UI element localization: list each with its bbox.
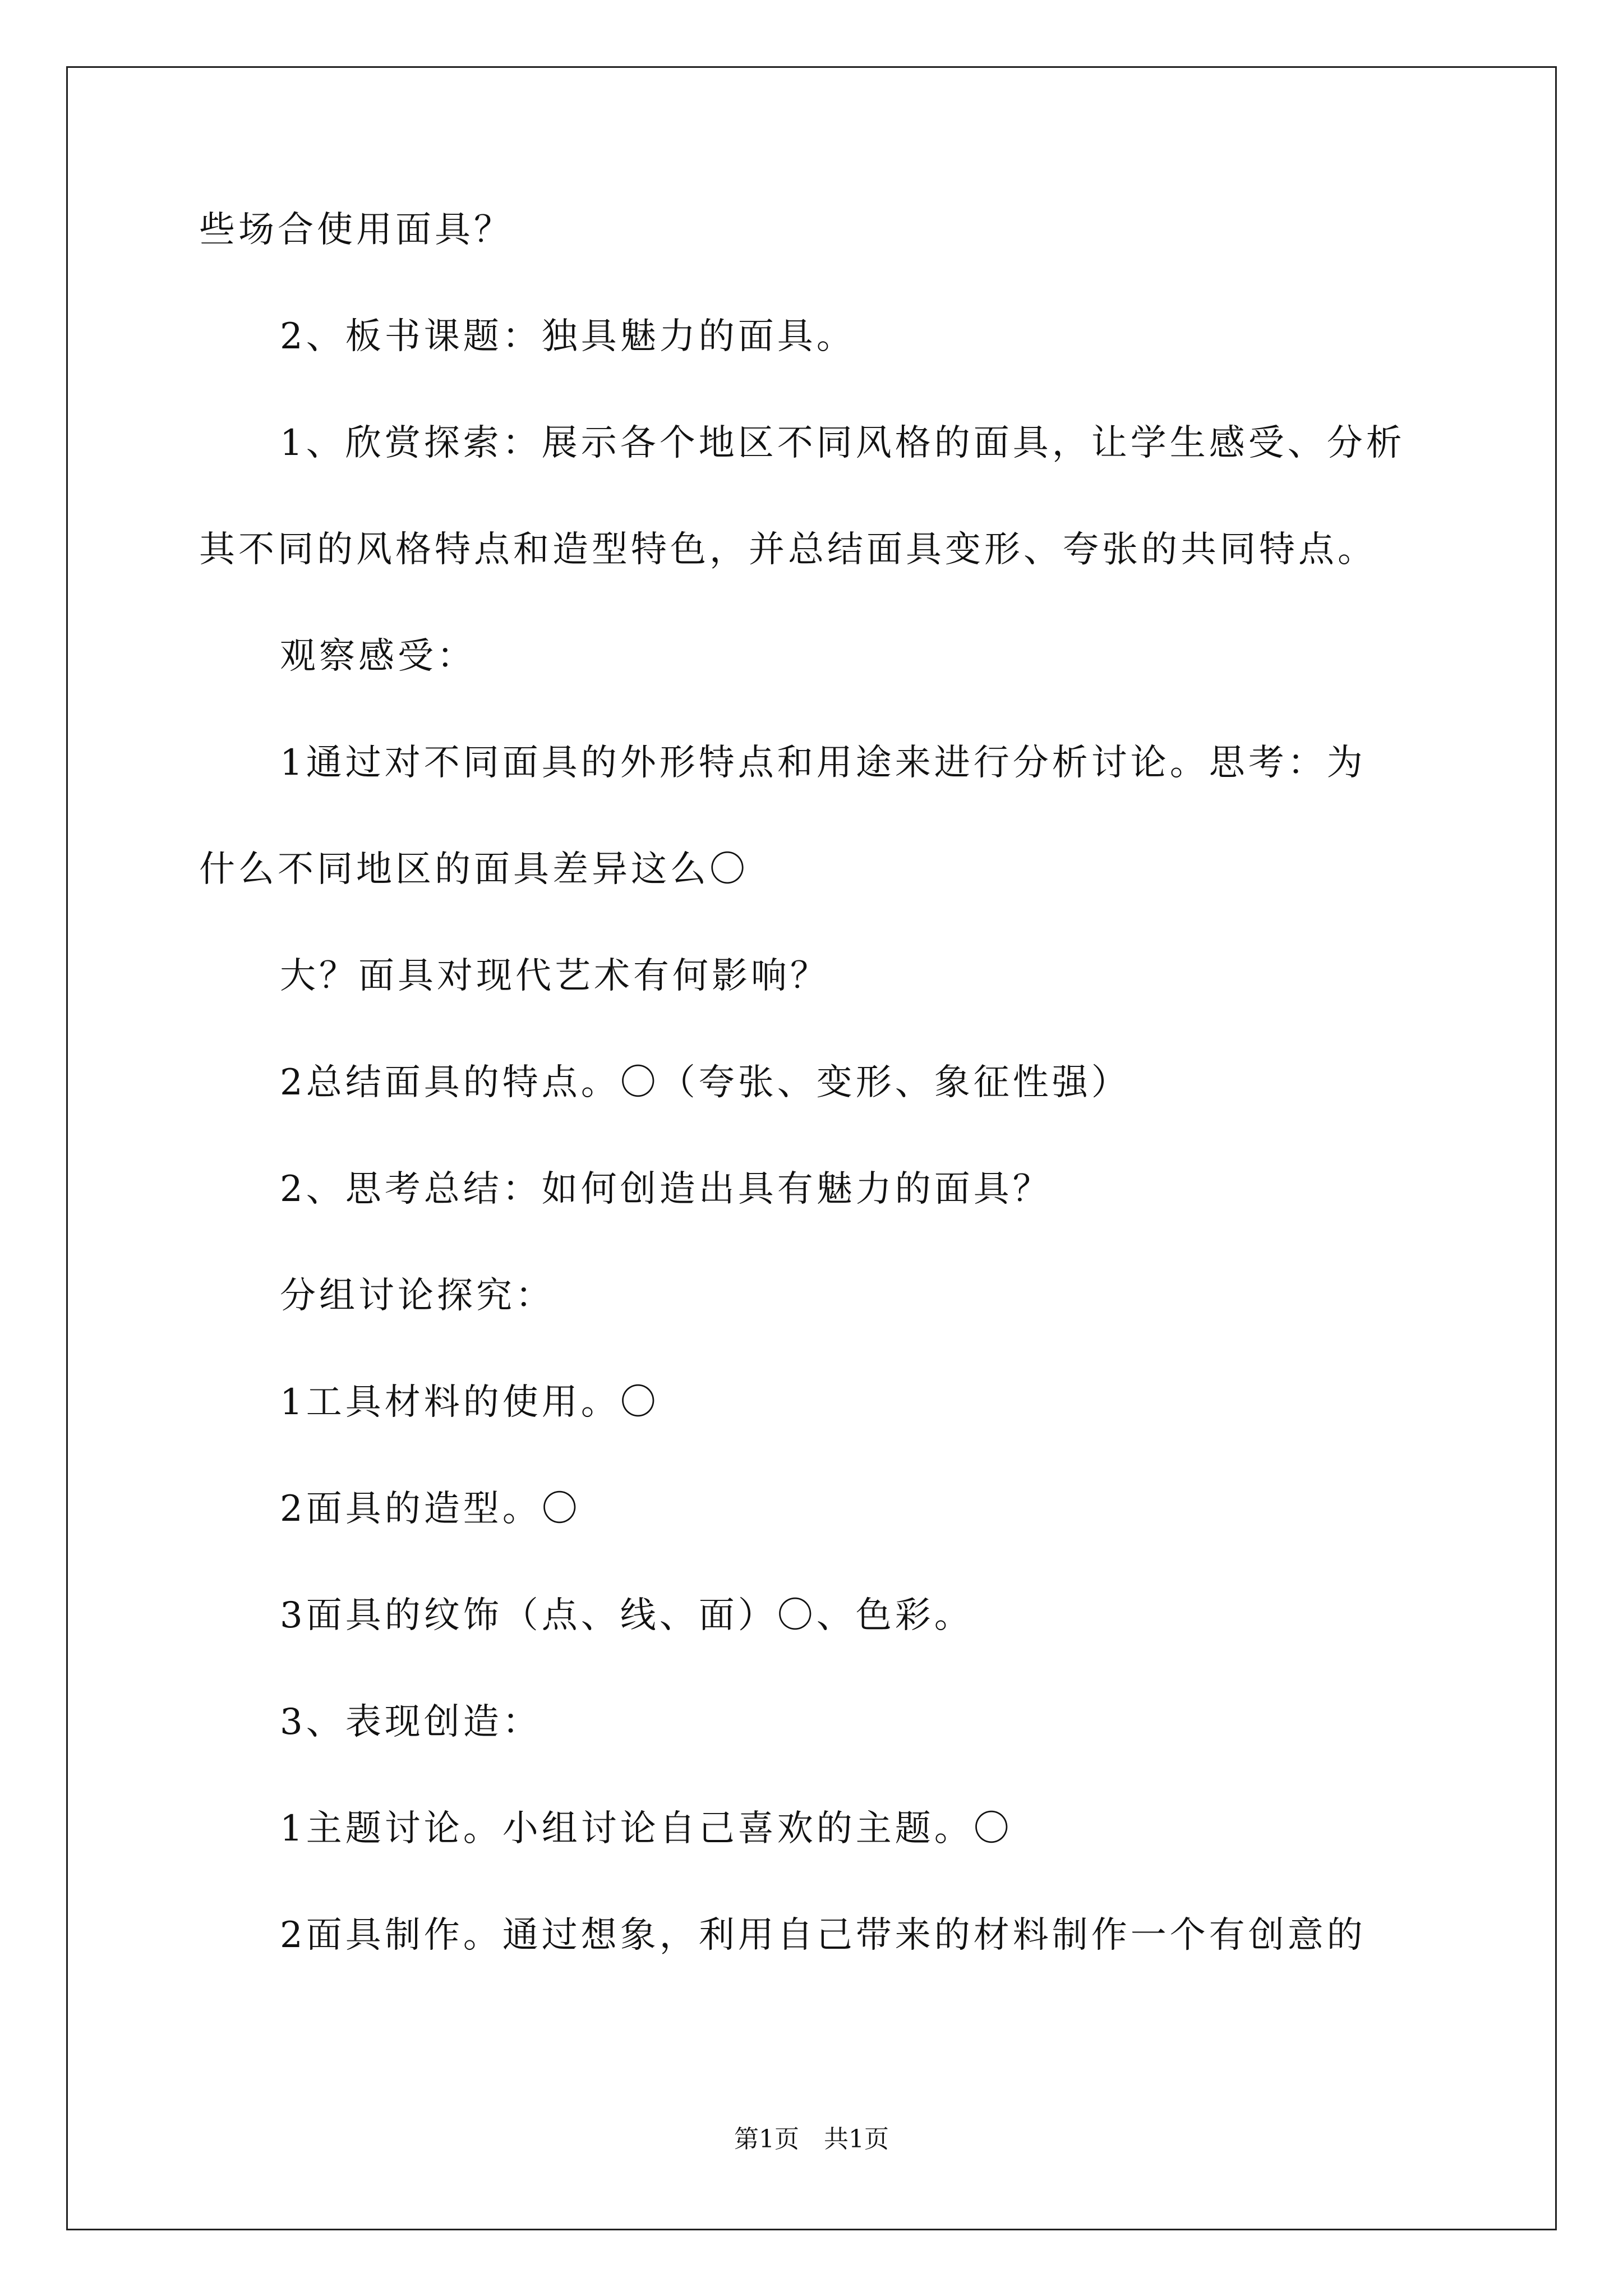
text-line-14: 3面具的纹饰（点、线、面）〇、色彩。	[280, 1595, 974, 1636]
text-line-9: 2总结面具的特点。〇（夸张、变形、象征性强）	[280, 1062, 1131, 1103]
text-line-1: 些场合使用面具？	[199, 209, 513, 251]
text-line-4: 其不同的风格特点和造型特色，并总结面具变形、夸张的共同特点。	[199, 529, 1377, 570]
text-line-11: 分组讨论探究：	[280, 1275, 555, 1317]
text-line-8: 大？面具对现代艺术有何影响？	[280, 955, 829, 997]
text-line-16: 1主题讨论。小组讨论自己喜欢的主题。〇	[280, 1808, 1013, 1849]
text-line-5: 观察感受：	[280, 636, 476, 677]
text-line-6: 1通过对不同面具的外形特点和用途来进行分析讨论。思考：为	[280, 742, 1366, 784]
text-line-15: 3、表现创造：	[280, 1701, 542, 1743]
text-line-13: 2面具的造型。〇	[280, 1488, 581, 1530]
page-footer: 第1页 共1页	[734, 2125, 889, 2154]
text-line-2: 2、板书课题：独具魅力的面具。	[280, 316, 856, 357]
text-line-3: 1、欣赏探索：展示各个地区不同风格的面具，让学生感受、分析	[280, 422, 1405, 464]
text-line-17: 2面具制作。通过想象，利用自己带来的材料制作一个有创意的	[280, 1915, 1366, 1956]
text-line-12: 1工具材料的使用。〇	[280, 1382, 660, 1423]
page-border	[66, 66, 1557, 2230]
text-line-7: 什么不同地区的面具差异这么〇	[199, 849, 749, 890]
text-line-10: 2、思考总结：如何创造出具有魅力的面具？	[280, 1168, 1052, 1210]
